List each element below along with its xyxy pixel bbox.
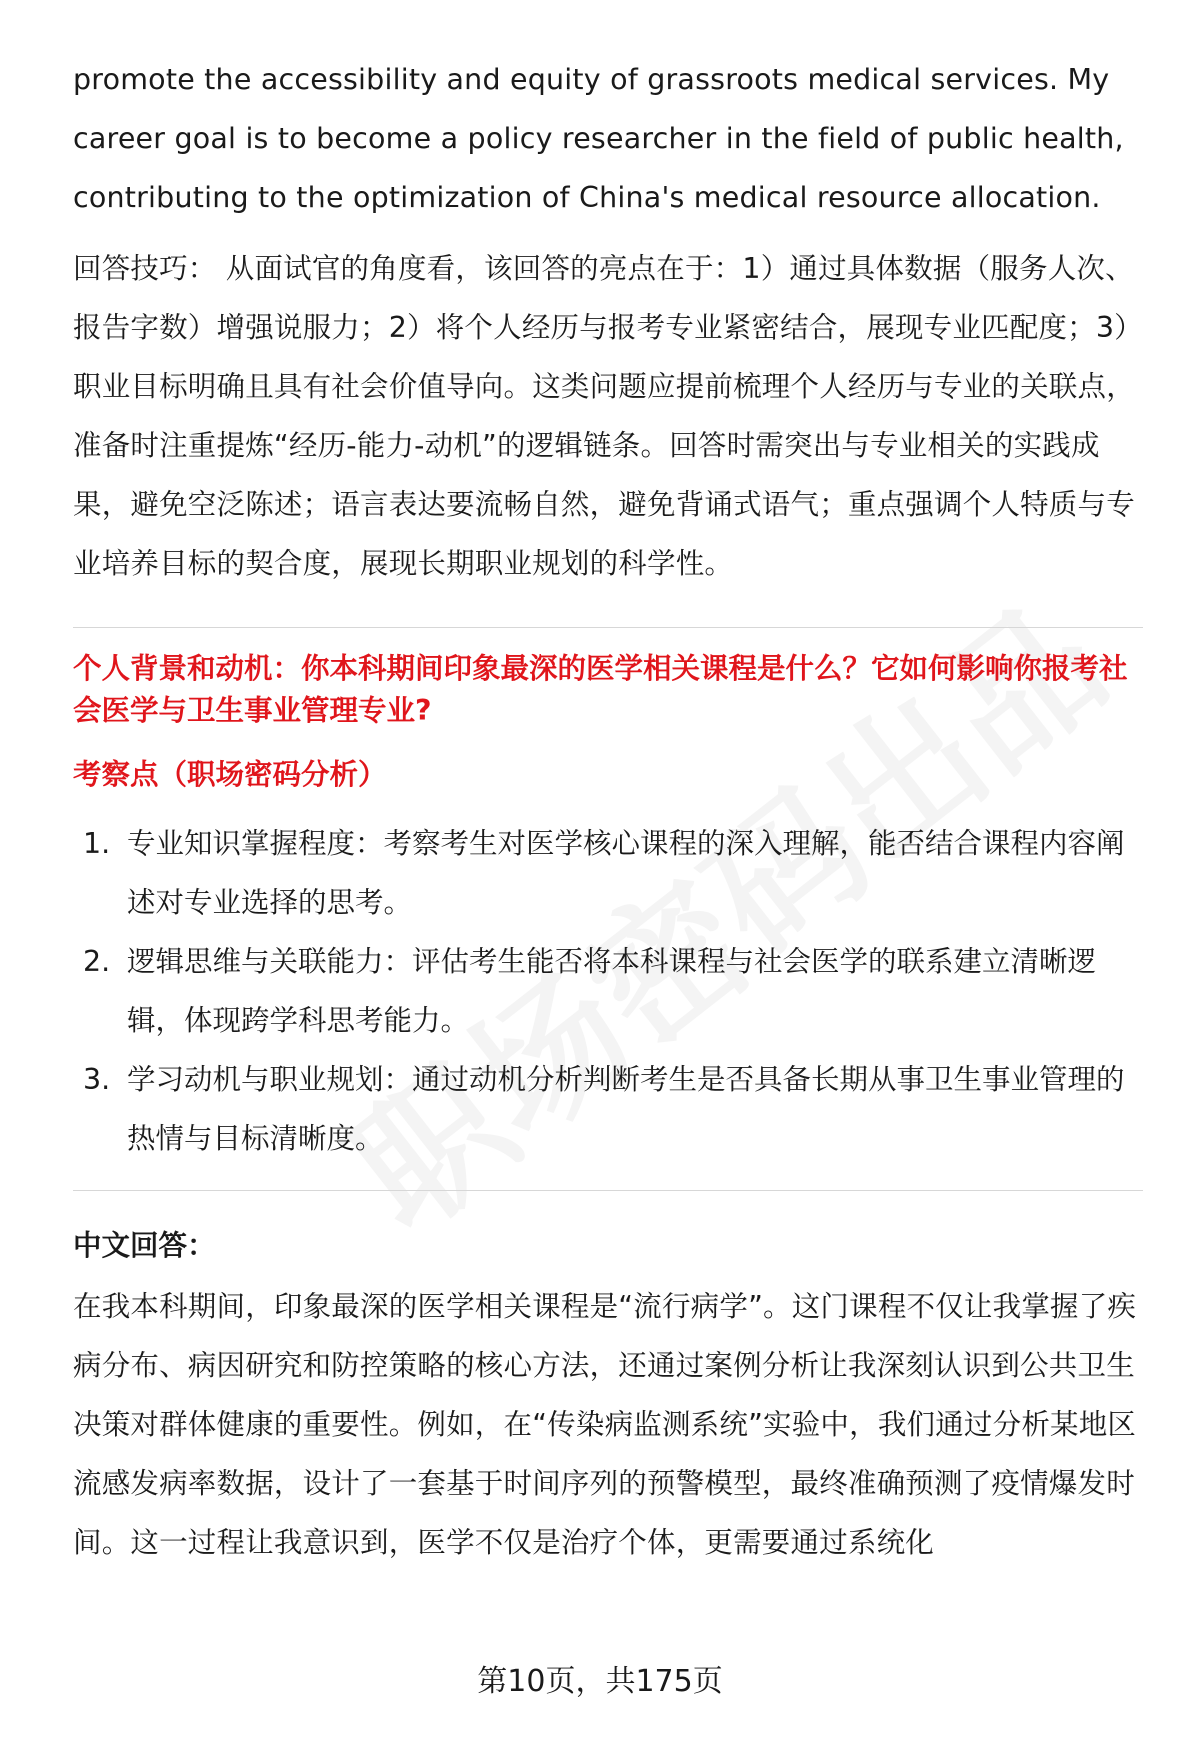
answer-tips-paragraph: 回答技巧： 从面试官的角度看，该回答的亮点在于：1）通过具体数据（服务人次、报告字数）增强说服力；2）将个人经历与报考专业紧密结合，展现专业匹配度；3）职业目标明确且具有社会价值导向。这类问题应提前梳理个人经历与专业的关联点，准备时注重提炼“经历-能力-动机”的逻辑链条。回答时需突出与专业相关的实践成果，避免空泛陈述；语言表达要流畅自然，避免背诵式语气；重点强调个人特质与专业培养目标的契合度，展现长期职业规划的科学性。 bbox=[73, 252, 1143, 580]
list-item-number: 2. bbox=[83, 945, 111, 978]
chinese-answer-heading: 中文回答： bbox=[73, 1229, 216, 1262]
chinese-answer-paragraph: 在我本科期间，印象最深的医学相关课程是“流行病学”。这门课程不仅让我掌握了疾病分布、病因研究和防控策略的核心方法，还通过案例分析让我深刻认识到公共卫生决策对群体健康的重要性。例如，在“传染病监测系统”实验中，我们通过分析某地区流感发病率数据，设计了一套基于时间序列的预警模型，最终准确预测了疫情爆发时间。这一过程让我意识到，医学不仅是治疗个体，更需要通过系统化 bbox=[73, 1290, 1137, 1559]
page-number-label: 第10页，共175页 bbox=[477, 1664, 723, 1699]
list-item bbox=[73, 814, 1143, 932]
list-item bbox=[73, 1050, 1143, 1168]
question-title: 个人背景和动机：你本科期间印象最深的医学相关课程是什么？它如何影响你报考社会医学与卫生事业管理专业? bbox=[73, 652, 1128, 727]
section-divider-top bbox=[73, 627, 1143, 628]
list-item-text: 逻辑思维与关联能力：评估考生能否将本科课程与社会医学的联系建立清晰逻辑，体现跨学科思考能力。 bbox=[127, 945, 1097, 1037]
exam-points-heading: 考察点（职场密码分析） bbox=[73, 758, 387, 791]
exam-points-list bbox=[73, 814, 1143, 1168]
list-item-number: 1. bbox=[83, 827, 111, 860]
list-item-text: 学习动机与职业规划：通过动机分析判断考生是否具备长期从事卫生事业管理的热情与目标清晰度。 bbox=[127, 1063, 1125, 1155]
list-item-text: 专业知识掌握程度：考察考生对医学核心课程的深入理解，能否结合课程内容阐述对专业选择的思考。 bbox=[127, 827, 1125, 919]
section-divider-bottom bbox=[73, 1190, 1143, 1191]
list-item-number: 3. bbox=[83, 1063, 111, 1096]
page-footer bbox=[0, 1660, 1200, 1704]
document-page bbox=[73, 50, 1143, 1572]
list-item bbox=[73, 932, 1143, 1050]
intro-english-paragraph: promote the accessibility and equity of grassroots medical services. My career goal is to become a policy researcher in the field of public health, contributing to the optimization of China's medical resource allocation. bbox=[73, 63, 1124, 214]
